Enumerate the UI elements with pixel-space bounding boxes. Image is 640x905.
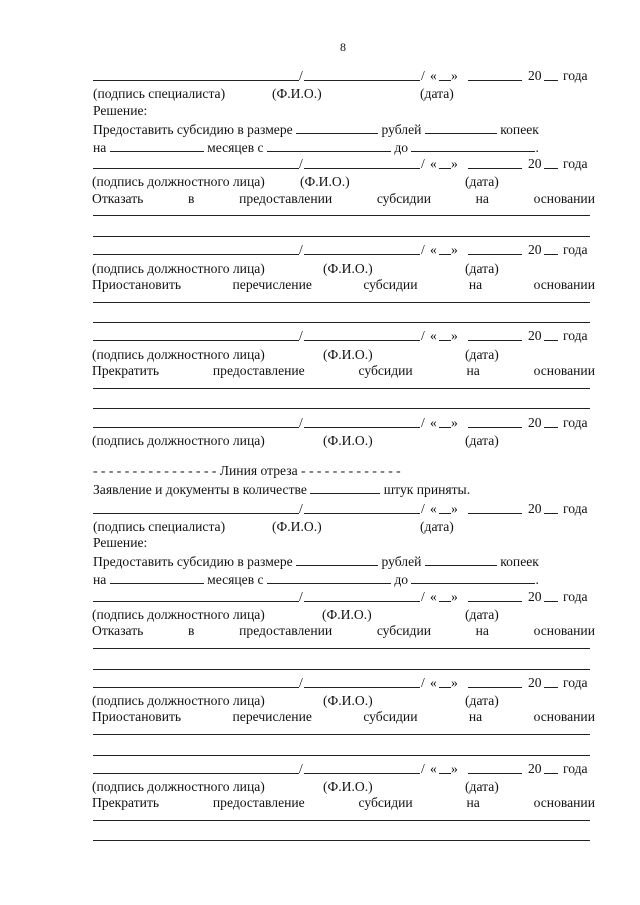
upper-refuse-caption-fio: (Ф.И.О.) — [323, 261, 373, 276]
na-label: на — [93, 572, 107, 587]
lower-refuse-caption-date: (дата) — [465, 693, 499, 708]
upper-stop-year-word: года — [563, 415, 588, 430]
lower-grant-caption-date: (дата) — [465, 607, 499, 622]
upper-suspend-line-1 — [93, 302, 590, 303]
accepted-line — [93, 482, 470, 498]
lower-grant-year-line — [544, 601, 558, 602]
upper-refuse-caption-signature: (подпись должностного лица) — [92, 261, 265, 276]
upper-stop-text-word: предоставление — [212, 363, 305, 378]
lower-suspend-month-line — [468, 773, 522, 774]
upper-refuse-text-word: субсидии — [376, 191, 431, 206]
upper-grant-line-1 — [93, 122, 539, 138]
upper-refuse-text-word: предоставлении — [239, 191, 333, 206]
lower-stop-text-word: Прекратить — [92, 795, 160, 810]
grant-text: Предоставить субсидию в размере — [93, 554, 293, 569]
lower-refuse-year-line — [544, 687, 558, 688]
from-date-blank — [267, 140, 391, 152]
lower-refuse-month-line — [468, 687, 522, 688]
upper-suspend-fio-line — [304, 340, 420, 341]
lower-refuse-slash-2: / — [421, 675, 425, 690]
upper-refuse-text — [92, 191, 595, 207]
upper-suspend-slash-2: / — [421, 328, 425, 343]
lower-refuse-year-prefix: 20 — [528, 675, 542, 690]
period: . — [535, 572, 539, 587]
lower-refuse-text — [92, 623, 595, 639]
do-label: до — [394, 140, 409, 155]
lower-decision-label: Решение: — [93, 535, 148, 550]
kop-label: копеек — [500, 554, 539, 569]
upper-grant-day-line — [439, 168, 451, 169]
upper-suspend-signature-line — [93, 340, 299, 341]
lower-refuse-text-word: в — [188, 623, 195, 638]
lower-suspend-line-1 — [93, 734, 590, 735]
upper-grant-caption-fio: (Ф.И.О.) — [300, 174, 350, 189]
lower-specialist-year-prefix: 20 — [528, 501, 542, 516]
rub-label: рублей — [381, 122, 422, 137]
do-label: до — [394, 572, 409, 587]
upper-refuse-year-prefix: 20 — [528, 242, 542, 257]
lower-refuse-year-word: года — [563, 675, 588, 690]
upper-stop-month-line — [468, 427, 522, 428]
kop-label: копеек — [500, 122, 539, 137]
upper-grant-slash-1: / — [299, 156, 303, 171]
upper-suspend-quote-open: « — [430, 328, 437, 343]
lower-specialist-caption-fio: (Ф.И.О.) — [272, 519, 322, 534]
lower-refuse-line-2 — [93, 669, 590, 670]
lower-stop-text — [92, 795, 595, 811]
upper-specialist-slash-1: / — [299, 68, 303, 83]
grant-text: Предоставить субсидию в размере — [93, 122, 293, 137]
lower-stop-text-word: основании — [533, 795, 595, 810]
upper-specialist-quote-close: » — [451, 68, 458, 83]
quantity-blank — [310, 482, 380, 494]
rub-label: рублей — [381, 554, 422, 569]
lower-grant-caption-signature: (подпись должностного лица) — [92, 607, 265, 622]
upper-refuse-quote-close: » — [451, 242, 458, 257]
lower-refuse-caption-fio: (Ф.И.О.) — [323, 693, 373, 708]
upper-stop-text-word: на — [466, 363, 480, 378]
upper-stop-year-line — [544, 427, 558, 428]
accepted-post: штук приняты. — [383, 482, 471, 497]
lower-specialist-month-line — [468, 513, 522, 514]
upper-stop-caption-date: (дата) — [465, 433, 499, 448]
lower-suspend-year-word: года — [563, 761, 588, 776]
upper-specialist-caption-fio: (Ф.И.О.) — [272, 86, 322, 101]
lower-grant-day-line — [439, 601, 451, 602]
upper-specialist-signature-line — [93, 80, 299, 81]
upper-grant-year-word: года — [563, 156, 588, 171]
months-label: месяцев с — [207, 572, 264, 587]
upper-stop-line-1 — [93, 388, 590, 389]
lower-suspend-year-line — [544, 773, 558, 774]
upper-grant-year-prefix: 20 — [528, 156, 542, 171]
lower-grant-month-line — [468, 601, 522, 602]
upper-refuse-text-word: на — [475, 191, 489, 206]
upper-stop-text-word: субсидии — [358, 363, 413, 378]
lower-specialist-caption-signature: (подпись специалиста) — [93, 519, 226, 534]
amount-rub-blank — [296, 122, 378, 134]
upper-specialist-year-line — [544, 80, 558, 81]
months-label: месяцев с — [207, 140, 264, 155]
upper-refuse-line-2 — [93, 236, 590, 237]
upper-refuse-month-line — [468, 254, 522, 255]
upper-stop-line-2 — [93, 408, 590, 409]
lower-suspend-day-line — [439, 773, 451, 774]
lower-grant-year-word: года — [563, 589, 588, 604]
lower-suspend-text — [92, 709, 595, 725]
upper-refuse-text-word: основании — [533, 191, 595, 206]
upper-suspend-year-line — [544, 340, 558, 341]
lower-refuse-text-word: субсидии — [376, 623, 431, 638]
lower-refuse-fio-line — [304, 687, 420, 688]
lower-grant-quote-open: « — [430, 589, 437, 604]
upper-stop-text — [92, 363, 595, 379]
lower-grant-caption-fio: (Ф.И.О.) — [322, 607, 372, 622]
lower-refuse-caption-signature: (подпись должностного лица) — [92, 693, 265, 708]
upper-refuse-fio-line — [304, 254, 420, 255]
lower-grant-signature-line — [93, 601, 299, 602]
upper-stop-day-line — [439, 427, 451, 428]
upper-refuse-line-1 — [93, 215, 590, 216]
lower-specialist-signature-line — [93, 513, 299, 514]
lower-grant-quote-close: » — [451, 589, 458, 604]
lower-refuse-quote-open: « — [430, 675, 437, 690]
upper-suspend-text-word: перечисление — [232, 277, 312, 292]
lower-grant-year-prefix: 20 — [528, 589, 542, 604]
amount-kop-blank — [425, 554, 497, 566]
lower-suspend-text-word: основании — [533, 709, 595, 724]
upper-suspend-month-line — [468, 340, 522, 341]
amount-rub-blank — [296, 554, 378, 566]
lower-specialist-slash-1: / — [299, 501, 303, 516]
na-label: на — [93, 140, 107, 155]
lower-grant-slash-1: / — [299, 589, 303, 604]
upper-suspend-slash-1: / — [299, 328, 303, 343]
months-blank — [110, 572, 204, 584]
upper-suspend-text — [92, 277, 595, 293]
lower-refuse-text-word: Отказать — [92, 623, 144, 638]
lower-specialist-caption-date: (дата) — [420, 519, 454, 534]
lower-refuse-line-1 — [93, 648, 590, 649]
page-number: 8 — [340, 40, 346, 54]
upper-stop-quote-open: « — [430, 415, 437, 430]
upper-grant-signature-line — [93, 168, 299, 169]
lower-suspend-caption-signature: (подпись должностного лица) — [92, 779, 265, 794]
upper-specialist-quote-open: « — [430, 68, 437, 83]
lower-suspend-slash-1: / — [299, 761, 303, 776]
upper-stop-slash-1: / — [299, 415, 303, 430]
lower-suspend-line-2 — [93, 755, 590, 756]
upper-specialist-caption-date: (дата) — [420, 86, 454, 101]
lower-suspend-caption-fio: (Ф.И.О.) — [323, 779, 373, 794]
period: . — [535, 140, 539, 155]
lower-refuse-text-word: предоставлении — [239, 623, 333, 638]
lower-suspend-quote-open: « — [430, 761, 437, 776]
upper-suspend-caption-signature: (подпись должностного лица) — [92, 347, 265, 362]
lower-specialist-day-line — [439, 513, 451, 514]
upper-suspend-quote-close: » — [451, 328, 458, 343]
lower-suspend-caption-date: (дата) — [465, 779, 499, 794]
upper-grant-quote-open: « — [430, 156, 437, 171]
upper-suspend-text-word: субсидии — [363, 277, 418, 292]
lower-specialist-year-word: года — [563, 501, 588, 516]
lower-stop-line-1 — [93, 820, 590, 821]
to-date-blank — [411, 140, 535, 152]
lower-refuse-slash-1: / — [299, 675, 303, 690]
months-blank — [110, 140, 204, 152]
lower-refuse-text-word: основании — [533, 623, 595, 638]
upper-grant-line-2 — [93, 140, 539, 156]
lower-specialist-year-line — [544, 513, 558, 514]
lower-specialist-fio-line — [304, 513, 420, 514]
upper-refuse-slash-1: / — [299, 242, 303, 257]
upper-suspend-caption-fio: (Ф.И.О.) — [323, 347, 373, 362]
lower-stop-text-word: предоставление — [212, 795, 305, 810]
upper-grant-caption-date: (дата) — [465, 174, 499, 189]
upper-refuse-day-line — [439, 254, 451, 255]
upper-specialist-fio-line — [304, 80, 420, 81]
lower-refuse-signature-line — [93, 687, 299, 688]
upper-refuse-caption-date: (дата) — [465, 261, 499, 276]
upper-grant-fio-line — [304, 168, 420, 169]
lower-suspend-slash-2: / — [421, 761, 425, 776]
upper-decision-label: Решение: — [93, 103, 148, 118]
upper-stop-year-prefix: 20 — [528, 415, 542, 430]
upper-grant-year-line — [544, 168, 558, 169]
upper-stop-quote-close: » — [451, 415, 458, 430]
upper-stop-fio-line — [304, 427, 420, 428]
upper-stop-text-word: основании — [533, 363, 595, 378]
upper-specialist-caption-signature: (подпись специалиста) — [93, 86, 226, 101]
upper-stop-slash-2: / — [421, 415, 425, 430]
lower-stop-text-word: субсидии — [358, 795, 413, 810]
upper-suspend-year-word: года — [563, 328, 588, 343]
lower-suspend-text-word: Приостановить — [92, 709, 182, 724]
upper-suspend-day-line — [439, 340, 451, 341]
lower-stop-line-2 — [93, 840, 590, 841]
to-date-blank — [411, 572, 535, 584]
lower-refuse-text-word: на — [475, 623, 489, 638]
lower-grant-fio-line — [304, 601, 420, 602]
upper-suspend-text-word: Приостановить — [92, 277, 182, 292]
upper-refuse-year-line — [544, 254, 558, 255]
upper-specialist-month-line — [468, 80, 522, 81]
from-date-blank — [267, 572, 391, 584]
upper-grant-quote-close: » — [451, 156, 458, 171]
upper-specialist-year-word: года — [563, 68, 588, 83]
lower-refuse-day-line — [439, 687, 451, 688]
upper-specialist-day-line — [439, 80, 451, 81]
lower-suspend-text-word: перечисление — [232, 709, 312, 724]
lower-specialist-quote-open: « — [430, 501, 437, 516]
lower-grant-slash-2: / — [421, 589, 425, 604]
upper-refuse-signature-line — [93, 254, 299, 255]
upper-stop-caption-signature: (подпись должностного лица) — [92, 433, 265, 448]
upper-refuse-slash-2: / — [421, 242, 425, 257]
upper-refuse-quote-open: « — [430, 242, 437, 257]
lower-specialist-slash-2: / — [421, 501, 425, 516]
cut-line: - - - - - - - - - - - - - - - - Линия отреза - - - - - - - - - - - - - — [93, 463, 401, 478]
upper-grant-month-line — [468, 168, 522, 169]
upper-stop-signature-line — [93, 427, 299, 428]
upper-refuse-year-word: года — [563, 242, 588, 257]
lower-suspend-signature-line — [93, 773, 299, 774]
lower-suspend-quote-close: » — [451, 761, 458, 776]
upper-specialist-year-prefix: 20 — [528, 68, 542, 83]
upper-stop-caption-fio: (Ф.И.О.) — [323, 433, 373, 448]
upper-stop-text-word: Прекратить — [92, 363, 160, 378]
lower-refuse-quote-close: » — [451, 675, 458, 690]
lower-suspend-year-prefix: 20 — [528, 761, 542, 776]
lower-specialist-quote-close: » — [451, 501, 458, 516]
upper-suspend-caption-date: (дата) — [465, 347, 499, 362]
lower-suspend-text-word: на — [468, 709, 483, 724]
lower-grant-line-1 — [93, 554, 539, 570]
lower-grant-line-2 — [93, 572, 539, 588]
upper-suspend-line-2 — [93, 322, 590, 323]
upper-suspend-text-word: на — [468, 277, 483, 292]
upper-specialist-slash-2: / — [421, 68, 425, 83]
upper-refuse-text-word: Отказать — [92, 191, 144, 206]
upper-suspend-year-prefix: 20 — [528, 328, 542, 343]
accepted-pre: Заявление и документы в количестве — [93, 482, 307, 497]
amount-kop-blank — [425, 122, 497, 134]
lower-suspend-text-word: субсидии — [363, 709, 418, 724]
upper-suspend-text-word: основании — [533, 277, 595, 292]
upper-refuse-text-word: в — [188, 191, 195, 206]
lower-suspend-fio-line — [304, 773, 420, 774]
upper-grant-slash-2: / — [421, 156, 425, 171]
upper-grant-caption-signature: (подпись должностного лица) — [92, 174, 265, 189]
lower-stop-text-word: на — [466, 795, 480, 810]
